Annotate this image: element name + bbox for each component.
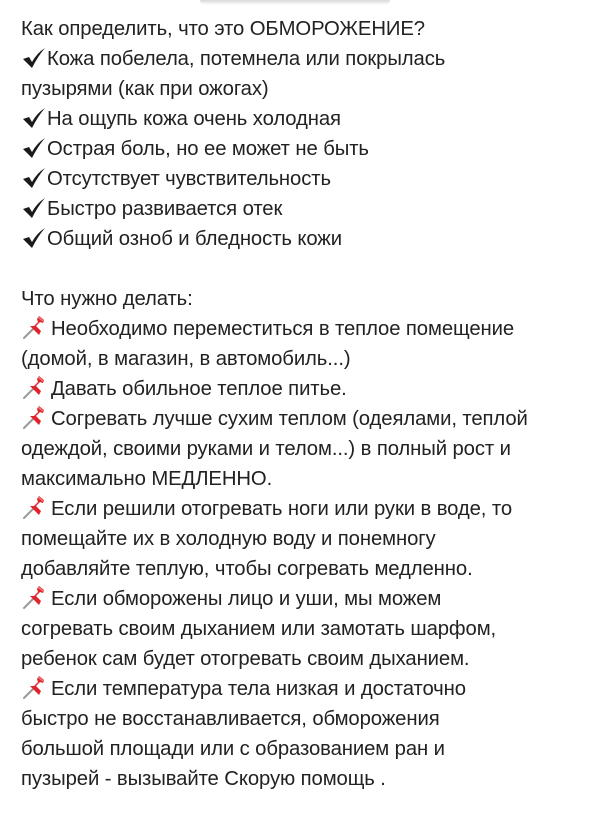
check-mark-icon [21,107,47,129]
list-item [21,104,597,134]
list-item [21,134,597,164]
list-item [21,44,597,104]
list-item-text: пузырями (как при ожогах) [21,78,269,100]
list-item [21,314,597,374]
heading-frostbite-signs: Как определить, что это ОБМОРОЖЕНИЕ? [21,18,425,40]
pushpin-icon [21,676,49,700]
list-item [21,224,597,254]
text-document [21,14,597,794]
list-item-text: Необходимо переместиться в теплое помещение [51,318,515,340]
list-item-text: быстро не восстанавливается, обморожения [21,708,440,730]
list-item-text: пузырей - вызывайте Скорую помощь . [21,768,386,790]
list-item [21,194,597,224]
pushpin-icon [21,316,49,340]
list-item-text: ребенок сам будет отогревать своим дыханием. [21,648,470,670]
list-item [21,584,597,674]
list-item-text: (домой, в магазин, в автомобиль...) [21,348,351,370]
list-item-text: Острая боль, но ее может не быть [47,138,369,160]
pushpin-icon [21,496,49,520]
list-item-text: добавляйте теплую, чтобы согревать медленно. [21,558,473,580]
list-item-text: большой площади или с образованием ран и [21,738,445,760]
list-item-text: Согревать лучше сухим теплом (одеялами, теплой [51,408,528,430]
check-mark-icon [21,197,47,219]
heading-what-to-do: Что нужно делать: [21,288,193,310]
list-item-text: Если температура тела низкая и достаточно [51,678,466,700]
list-item [21,374,597,404]
list-item-text: На ощупь кожа очень холодная [47,108,341,130]
list-item-text: Если решили отогревать ноги или руки в воде, то [51,498,513,520]
check-mark-icon [21,137,47,159]
list-item [21,164,597,194]
list-item [21,404,597,494]
list-item-text: согревать своим дыханием или замотать шарфом, [21,618,497,640]
spacer [21,254,597,284]
check-mark-icon [21,227,47,249]
list-item [21,494,597,584]
list-item-text: Общий озноб и бледность кожи [47,228,342,250]
list-item-text: Отсутствует чувствительность [47,168,331,190]
list-item-text: Если обморожены лицо и уши, мы можем [51,588,442,610]
list-item [21,674,597,794]
check-mark-icon [21,47,47,69]
pushpin-icon [21,586,49,610]
list-item-text: Быстро развивается отек [47,198,283,220]
list-item-text: помещайте их в холодную воду и понемногу [21,528,436,550]
list-item-text: одеждой, своими руками и телом...) в полный рост и [21,438,511,460]
check-mark-icon [21,167,47,189]
top-edge-shadow [200,0,390,5]
list-item-text: Давать обильное теплое питье. [51,378,347,400]
list-item-text: Кожа побелела, потемнела или покрылась [47,48,446,70]
pushpin-icon [21,376,49,400]
pushpin-icon [21,406,49,430]
list-item-text: максимально МЕДЛЕННО. [21,468,273,490]
